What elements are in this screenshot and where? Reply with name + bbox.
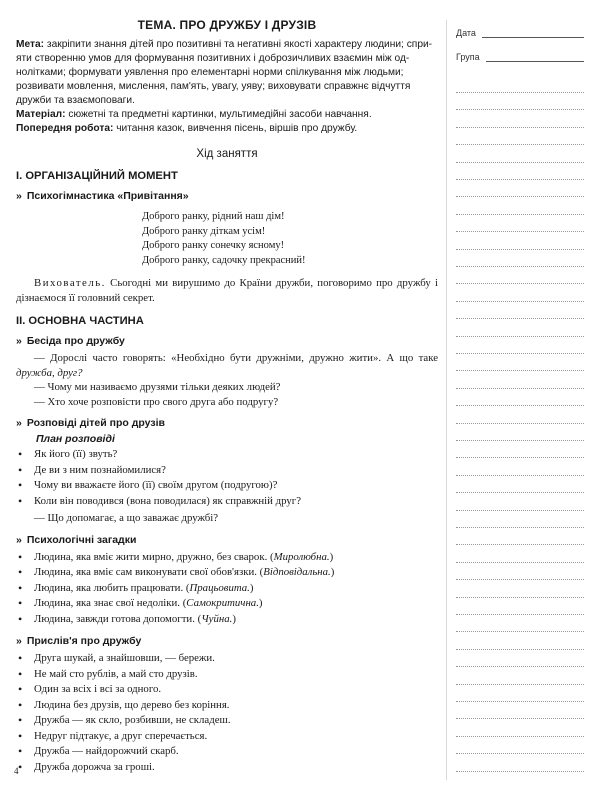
riddle-close: ) xyxy=(329,550,334,563)
note-line xyxy=(456,92,584,94)
date-label: Дата xyxy=(456,28,476,38)
note-line xyxy=(456,162,584,164)
conversation-line xyxy=(16,351,438,380)
note-line xyxy=(456,109,584,111)
note-line xyxy=(456,579,584,581)
list-item: • Чому ви вважаєте його (її) своїм другом (подругою)? xyxy=(16,478,438,494)
material-text: сюжетні та предметні картинки, мультимедійні засоби навчання. xyxy=(65,109,372,120)
conversation-heading-text: Бесіда про дружбу xyxy=(26,335,125,347)
material-label: Матеріал: xyxy=(16,109,66,120)
note-line xyxy=(456,753,584,755)
page-title: ТЕМА. ПРО ДРУЖБУ І ДРУЗІВ xyxy=(137,18,317,32)
note-line xyxy=(456,631,584,633)
prep-text: читання казок, вивчення пісень, віршів про дружбу. xyxy=(113,123,358,134)
note-line xyxy=(456,196,584,198)
list-item: • Недруг підтакує, а друг сперечається. xyxy=(16,729,438,745)
poem-line: Доброго ранку, рідний наш дім! xyxy=(142,211,285,222)
teacher-text: Сьогодні ми вирушимо до Країни дружби, поговоримо про дружбу і дізнаємося її головний секрет. xyxy=(16,277,438,304)
list-item xyxy=(16,565,438,581)
note-line xyxy=(456,475,584,477)
note-line xyxy=(456,405,584,407)
section1-subheading-text: Психогімнастика «Привітання» xyxy=(26,190,189,202)
riddle-close: ) xyxy=(232,612,236,625)
conversation-heading xyxy=(16,335,438,347)
conversation-line: — Хто хоче розповісти про свого друга або подругу? xyxy=(34,395,279,408)
riddles-list xyxy=(16,550,438,628)
conversation-line-text: — Дорослі часто говорять: «Необхідно бути дружніми, дружно жити». А що таке xyxy=(34,352,438,364)
lesson-heading: Хід заняття xyxy=(196,148,258,160)
proverbs-heading-text: Прислів'я про дружбу xyxy=(26,635,142,647)
poem-line: Доброго ранку, садочку прекрасний! xyxy=(142,254,306,266)
list-item xyxy=(16,550,438,566)
note-line xyxy=(456,144,584,146)
goal-label: Мета: xyxy=(16,39,45,50)
note-line xyxy=(456,614,584,616)
riddle-close: ) xyxy=(258,597,263,609)
notes-margin xyxy=(456,28,584,76)
teacher-label: Вихователь. xyxy=(34,277,106,289)
material-paragraph xyxy=(16,108,438,122)
note-line xyxy=(456,318,584,320)
note-line xyxy=(456,684,584,686)
riddle-close: ) xyxy=(249,581,254,594)
note-line xyxy=(456,771,584,773)
note-line xyxy=(456,283,584,285)
list-item: • Як його (її) звуть? xyxy=(16,447,438,463)
note-line xyxy=(456,718,584,720)
note-line xyxy=(456,266,584,268)
riddles-heading-text: Психологічні загадки xyxy=(26,533,137,546)
stories-heading xyxy=(16,417,438,429)
note-line xyxy=(456,370,584,372)
group-line[interactable] xyxy=(486,52,584,62)
poem-line: Доброго ранку сонечку ясному! xyxy=(142,240,285,251)
list-item xyxy=(16,596,438,612)
plan-heading: План розповіді xyxy=(36,433,115,445)
note-line xyxy=(456,701,584,703)
conversation-line: — Чому ми називаємо друзями тільки деяких людей? xyxy=(34,381,281,393)
riddle-text: Людина, яка вміє жити мирно, дружно, без сварок. ( xyxy=(34,550,274,563)
list-item: • Дружба дорожча за гроші. xyxy=(16,760,438,776)
main-content xyxy=(16,18,438,777)
note-line xyxy=(456,527,584,529)
list-item: • Коли він поводився (вона поводилася) як справжній друг? xyxy=(16,494,438,510)
riddle-close: ) xyxy=(330,566,335,578)
date-line[interactable] xyxy=(482,28,584,38)
list-item xyxy=(16,612,438,628)
riddle-answer: Відповідальна. xyxy=(263,566,331,578)
riddle-text: Людина, завжди готова допомогти. ( xyxy=(34,612,202,625)
note-line xyxy=(456,214,584,216)
note-line xyxy=(456,510,584,512)
plan-list xyxy=(16,447,438,509)
conversation-line-italic: дружба, друг? xyxy=(16,366,83,379)
list-item: • Людина без друзів, що дерево без коріння. xyxy=(16,698,438,714)
note-line xyxy=(456,301,584,303)
note-line xyxy=(456,544,584,546)
note-line xyxy=(456,179,584,181)
goal-paragraph xyxy=(16,38,438,108)
stories-heading-text: Розповіді дітей про друзів xyxy=(26,417,165,429)
teacher-paragraph xyxy=(16,276,438,305)
note-line xyxy=(456,440,584,442)
riddle-answer: Миролюбна. xyxy=(273,550,330,563)
section1-subheading xyxy=(16,190,438,202)
riddle-answer: Працьовита. xyxy=(189,581,250,594)
group-field xyxy=(456,52,584,62)
chevron-marker-icon: » xyxy=(16,190,22,202)
goal-text: закріпити знання дітей про позитивні та негативні якості характеру людини; спри-яти створенню умов для формування позитивних і доброзичливих взаємин між од-нолітками; формувати уявлення про елементарні норми спілкування між людьми; розвивати мовлення, мислення, пам'ять, увагу, уяву; виховувати справжнє відчуття дружби та взаємоповаги. xyxy=(16,39,433,106)
chevron-marker-icon: » xyxy=(16,533,22,546)
chevron-marker-icon: » xyxy=(16,635,22,647)
proverbs-heading xyxy=(16,635,438,647)
page-number: 4 xyxy=(14,766,19,776)
riddle-text: Людина, яка знає свої недоліки. ( xyxy=(34,597,187,609)
note-line xyxy=(456,423,584,425)
greeting-poem xyxy=(142,210,438,268)
riddle-answer: Чуйна. xyxy=(201,612,233,625)
list-item: • Друга шукай, а знайшовши, — бережи. xyxy=(16,651,438,667)
proverbs-list xyxy=(16,651,438,775)
riddle-answer: Самокритична. xyxy=(186,597,259,609)
note-line xyxy=(456,127,584,129)
chevron-marker-icon: » xyxy=(16,417,22,429)
riddle-text: Людина, яка вміє сам виконувати свої обов'язки. ( xyxy=(34,566,264,578)
note-line xyxy=(456,231,584,233)
date-field xyxy=(456,28,584,38)
list-item: • Дружба — як скло, розбивши, не складеш. xyxy=(16,713,438,729)
stories-question: — Що допомагає, а що заважає дружбі? xyxy=(34,512,219,524)
list-item xyxy=(16,581,438,597)
note-line xyxy=(456,597,584,599)
section1-heading: I. ОРГАНІЗАЦІЙНИЙ МОМЕНТ xyxy=(16,170,178,182)
riddles-heading xyxy=(16,534,438,546)
margin-divider xyxy=(446,20,447,780)
list-item: • Де ви з ним познайомилися? xyxy=(16,463,438,479)
chevron-marker-icon: » xyxy=(16,335,22,347)
note-line xyxy=(456,492,584,494)
note-line xyxy=(456,562,584,564)
section2-heading: II. ОСНОВНА ЧАСТИНА xyxy=(16,315,144,327)
list-item: • Не май сто рублів, а май сто друзів. xyxy=(16,667,438,683)
note-line xyxy=(456,457,584,459)
poem-line: Доброго ранку діткам усім! xyxy=(142,225,266,237)
prep-paragraph xyxy=(16,122,438,136)
note-line xyxy=(456,336,584,338)
note-line xyxy=(456,649,584,651)
riddle-text: Людина, яка любить працювати. ( xyxy=(34,581,190,594)
note-line xyxy=(456,666,584,668)
prep-label: Попередня робота: xyxy=(16,123,114,134)
group-label: Група xyxy=(456,52,480,62)
note-line xyxy=(456,388,584,390)
note-line xyxy=(456,353,584,355)
note-line xyxy=(456,736,584,738)
list-item: • Один за всіх і всі за одного. xyxy=(16,682,438,698)
list-item: • Дружба — найдорожчий скарб. xyxy=(16,744,438,760)
note-line xyxy=(456,249,584,251)
